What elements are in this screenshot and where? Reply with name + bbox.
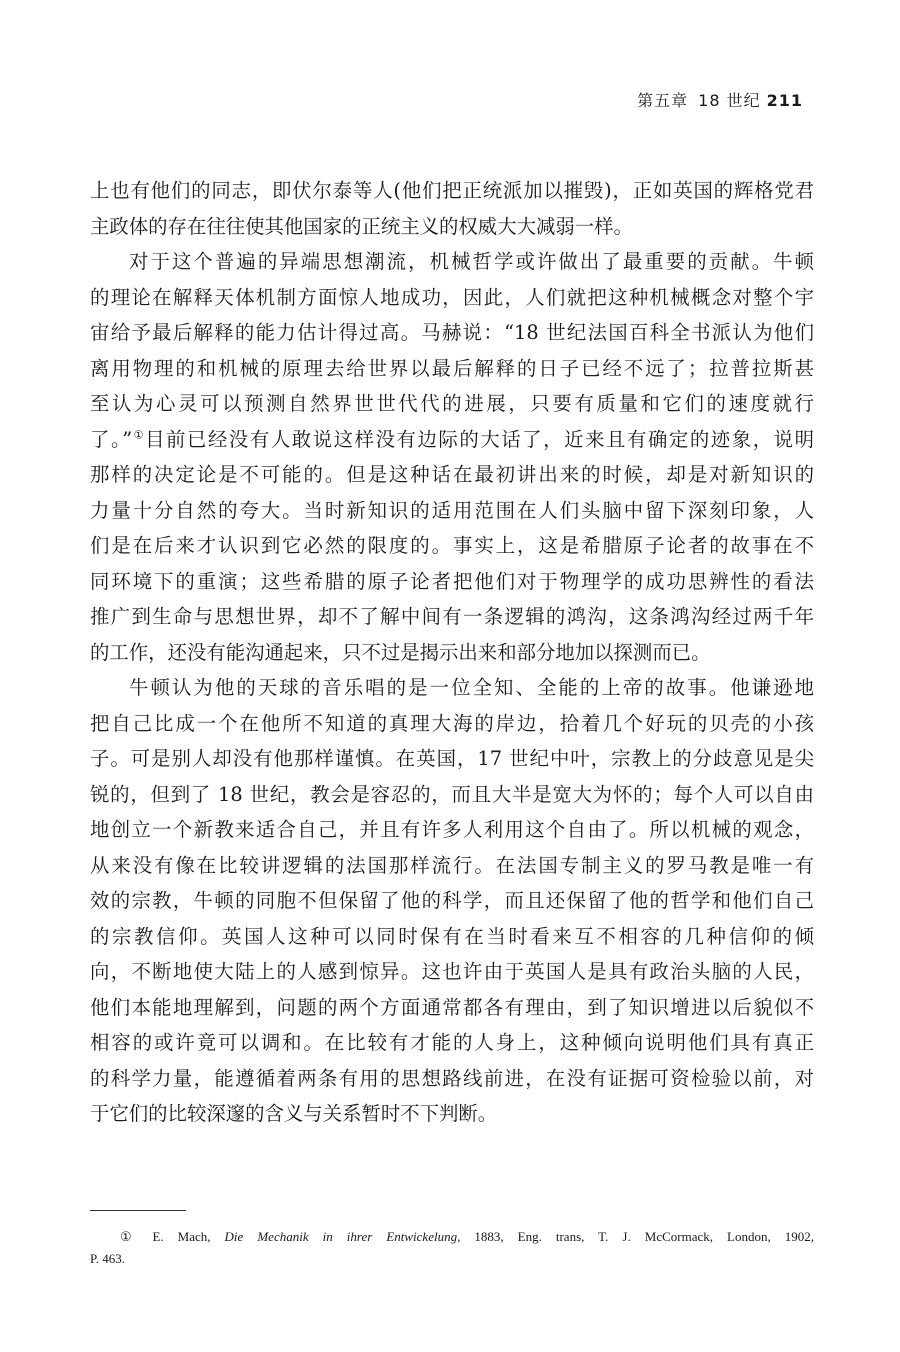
text-line: 主政体的存在往往使其他国家的正统主义的权威大大减弱一样。 [90, 214, 633, 238]
text-line: 对于这个普遍的异端思想潮流，机械哲学或许做出了最重要的贡献。牛顿 [129, 250, 814, 273]
body-text [90, 173, 814, 1132]
text-line-with-footnote-ref [90, 422, 814, 458]
text-line: 地创立一个新教来适合自己，并且有许多人利用这个自由了。所以机械的观念， [90, 818, 814, 841]
text-line: 从来没有像在比较讲逻辑的法国那样流行。在法国专制主义的罗马教是唯一有 [90, 853, 814, 877]
text-line: 子。可是别人却没有他那样谨慎。在英国，17 世纪中叶，宗教上的分歧意见是尖 [90, 747, 814, 770]
text-line: 离用物理的和机械的原理去给世界以最后解释的日子已经不远了；拉普拉斯甚 [90, 356, 814, 380]
text-line: 推广到生命与思想世界，却不了解中间有一条逻辑的鸿沟，这条鸿沟经过两千年 [90, 605, 814, 628]
footnote-marker: ① [120, 1229, 143, 1244]
text-line: 牛顿认为他的天球的音乐唱的是一位全知、全能的上帝的故事。他谦逊地 [129, 676, 814, 699]
text-line: 同环境下的重演；这些希腊的原子论者把他们对于物理学的成功思辨性的看法 [90, 569, 814, 593]
text-fragment: 目前已经没有人敢说这样没有边际的大话了，近来且有确定的迹象，说明 [145, 427, 814, 451]
text-line: 上也有他们的同志，即伏尔泰等人(他们把正统派加以摧毁)，正如英国的辉格党君 [90, 179, 814, 202]
text-line: 他们本能地理解到，问题的两个方面通常都各有理由，到了知识增进以后貌似不 [90, 995, 814, 1019]
text-line: 把自己比成一个在他所不知道的真理大海的岸边，拾着几个好玩的贝壳的小孩 [90, 711, 814, 735]
chapter-title: 18 世纪 [698, 91, 761, 110]
text-line: 向，不断地使大陆上的人感到惊异。这也许由于英国人是具有政治头脑的人民， [90, 960, 814, 983]
text-line: 的工作，还没有能沟通起来，只不过是揭示出来和部分地加以探测而已。 [90, 640, 711, 664]
footnote-publication: , 1883, Eng. trans, T. J. McCormack, London, 1902, [457, 1229, 814, 1244]
text-line: 宙给予最后解释的能力估计得过高。马赫说：“18 世纪法国百科全书派认为他们 [90, 321, 814, 344]
text-line: 们是在后来才认识到它必然的限度的。事实上，这是希腊原子论者的故事在不 [90, 534, 814, 557]
footnote-reference[interactable]: ① [132, 428, 146, 442]
text-line: 于它们的比较深邃的含义与关系暂时不下判断。 [90, 1102, 498, 1125]
text-line: 相容的或许竟可以调和。在比较有才能的人身上，这种倾向说明他们具有真正 [90, 1031, 814, 1054]
footnote-book-title: Die Mechanik in ihrer Entwickelung [224, 1229, 458, 1244]
chapter-label: 第五章 [637, 91, 689, 110]
footnote-line [90, 1226, 814, 1248]
text-line: 至认为心灵可以预测自然界世世代代的进展，只要有质量和它们的速度就行 [90, 392, 814, 415]
text-line: 力量十分自然的夸大。当时新知识的适用范围在人们头脑中留下深刻印象，人 [90, 498, 814, 522]
text-line: 的科学力量，能遵循着两条有用的思想路线前进，在没有证据可资检验以前，对 [90, 1066, 814, 1090]
footnote-divider [90, 1210, 186, 1211]
footnote-author: E. Mach, [152, 1229, 211, 1244]
footnote [90, 1226, 814, 1270]
text-line: 锐的，但到了 18 世纪，教会是容忍的，而且大半是宽大为怀的；每个人可以自由 [90, 782, 814, 806]
text-fragment: 了。” [90, 427, 133, 451]
text-line: 的理论在解释天体机制方面惊人地成功，因此，人们就把这种机械概念对整个宇 [90, 285, 814, 309]
running-header [637, 88, 803, 111]
text-line: 的宗教信仰。英国人这种可以同时保有在当时看来互不相容的几种信仰的倾 [90, 924, 814, 948]
page-number: 211 [766, 91, 803, 110]
text-line: 那样的决定论是不可能的。但是这种话在最初讲出来的时候，却是对新知识的 [90, 463, 814, 486]
footnote-line: P. 463. [90, 1251, 126, 1266]
text-line: 效的宗教，牛顿的同胞不但保留了他的科学，而且还保留了他的哲学和他们自己 [90, 889, 814, 912]
